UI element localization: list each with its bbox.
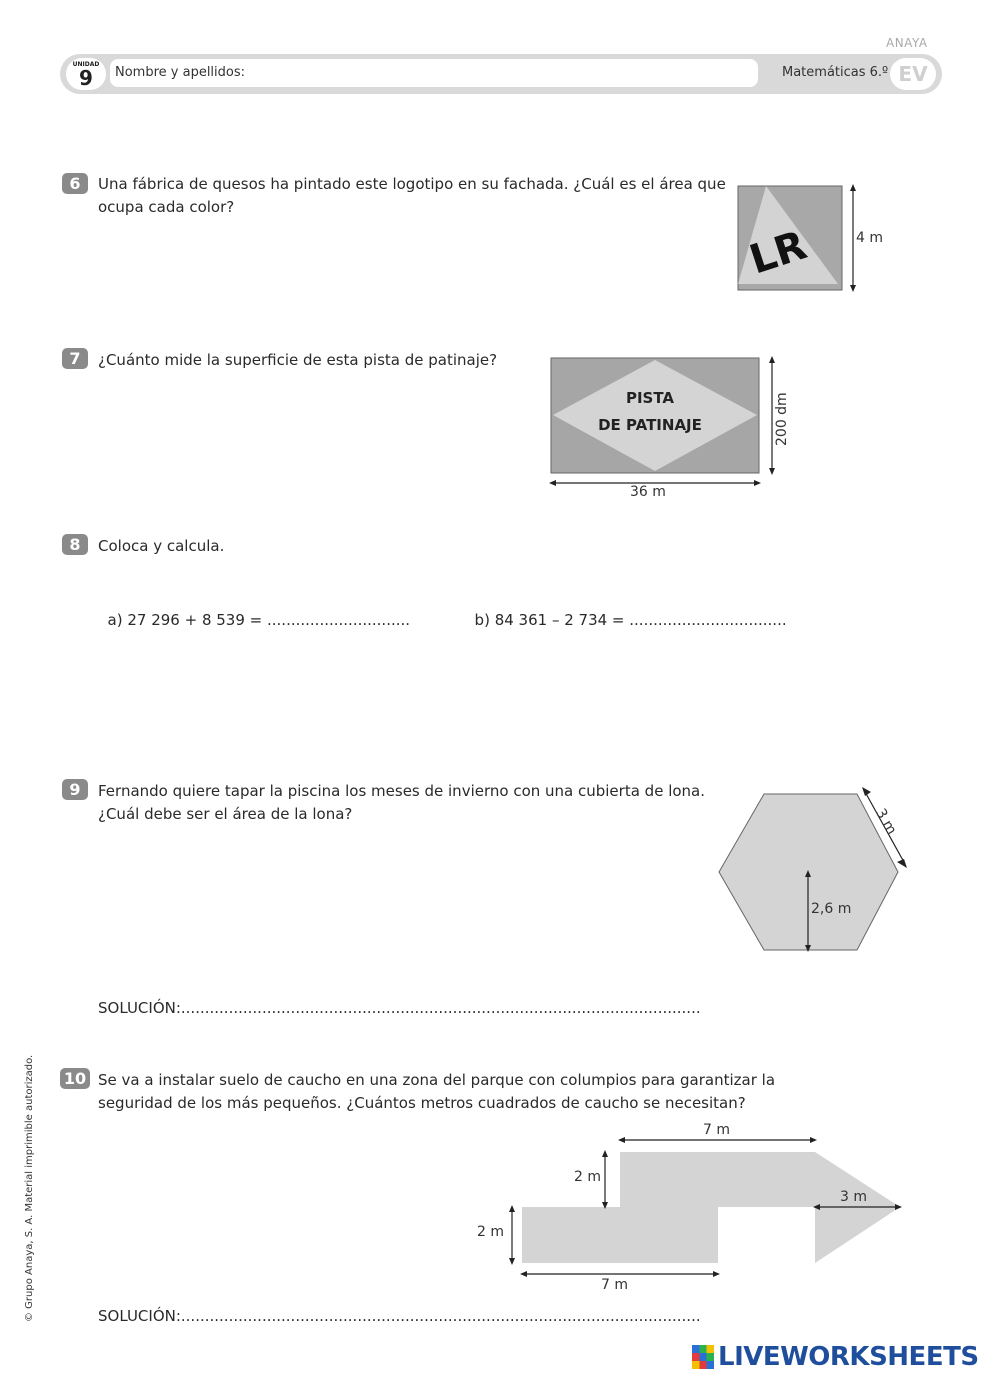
hexagon-pool-figure [712, 786, 922, 956]
q8-item-a [98, 586, 410, 632]
question-number-8: 8 [62, 534, 88, 555]
publisher-logo: ANAYA [886, 36, 928, 50]
unit-badge [66, 58, 106, 90]
unit-number: 9 [79, 66, 93, 90]
unit-label: UNIDAD [72, 61, 100, 68]
q10-text-line1: Se va a instalar suelo de caucho en una zona del parque con columpios para garantizar la [98, 1071, 776, 1089]
question-number-10: 10 [60, 1068, 90, 1089]
q10-solution-line[interactable]: SOLUCIÓN:............................................................................................................. [98, 1307, 701, 1325]
q10-dim-top: 7 m [703, 1122, 730, 1138]
q10-text-line2: seguridad de los más pequeños. ¿Cuántos metros cuadrados de caucho se necesitan? [98, 1094, 746, 1112]
q9-dim-apothem: 2,6 m [811, 901, 852, 917]
copyright-note: © Grupo Anaya, S. A. Material imprimible autorizado. [24, 1054, 35, 1322]
q10-dim-left: 2 m [477, 1224, 504, 1240]
q8-a-answer-blank[interactable]: .............................. [267, 611, 411, 629]
name-field[interactable] [110, 59, 758, 87]
q8-text: Coloca y calcula. [98, 537, 225, 555]
ev-badge-text: EV [898, 62, 928, 86]
question-number-9: 9 [62, 779, 88, 800]
q8-b-answer-blank[interactable]: ................................. [629, 611, 787, 629]
q9-dim-side: 3 m [872, 806, 900, 838]
q6-text-line2: ocupa cada color? [98, 198, 235, 216]
q6-text-line1: Una fábrica de quesos ha pintado este logotipo en su fachada. ¿Cuál es el área que [98, 175, 726, 193]
q6-dim-side: 4 m [856, 230, 883, 246]
subject-label: Matemáticas 6.º [782, 65, 889, 80]
brand-mark-icon [692, 1345, 714, 1369]
q9-text-line2: ¿Cuál debe ser el área de la lona? [98, 805, 353, 823]
logo-letters: LR [744, 222, 813, 284]
name-field-label: Nombre y apellidos: [115, 65, 246, 80]
brand-text: LIVEWORKSHEETS [718, 1342, 979, 1372]
q10-dim-step: 2 m [574, 1169, 601, 1185]
q9-text-line1: Fernando quiere tapar la piscina los meses de invierno con una cubierta de lona. [98, 782, 706, 800]
q10-dim-bottom: 7 m [601, 1277, 628, 1293]
q7-text: ¿Cuánto mide la superficie de esta pista de patinaje? [98, 351, 498, 369]
q8-item-b [465, 586, 787, 632]
q7-dim-width: 36 m [630, 484, 666, 500]
q7-dim-height: 200 dm [774, 392, 790, 446]
q8-b-expression: b) 84 361 – 2 734 = [474, 611, 630, 629]
q10-dim-triangle: 3 m [840, 1189, 867, 1205]
question-number-6: 6 [62, 173, 88, 194]
q9-solution-line[interactable]: SOLUCIÓN:............................................................................................................. [98, 999, 701, 1017]
rink-label-line2: DE PATINAJE [598, 416, 702, 434]
playground-figure [490, 1125, 910, 1285]
q8-a-expression: a) 27 296 + 8 539 = [107, 611, 267, 629]
rink-label-line1: PISTA [625, 389, 675, 407]
liveworksheets-logo [692, 1342, 979, 1372]
ev-badge [890, 58, 936, 90]
question-number-7: 7 [62, 348, 88, 369]
